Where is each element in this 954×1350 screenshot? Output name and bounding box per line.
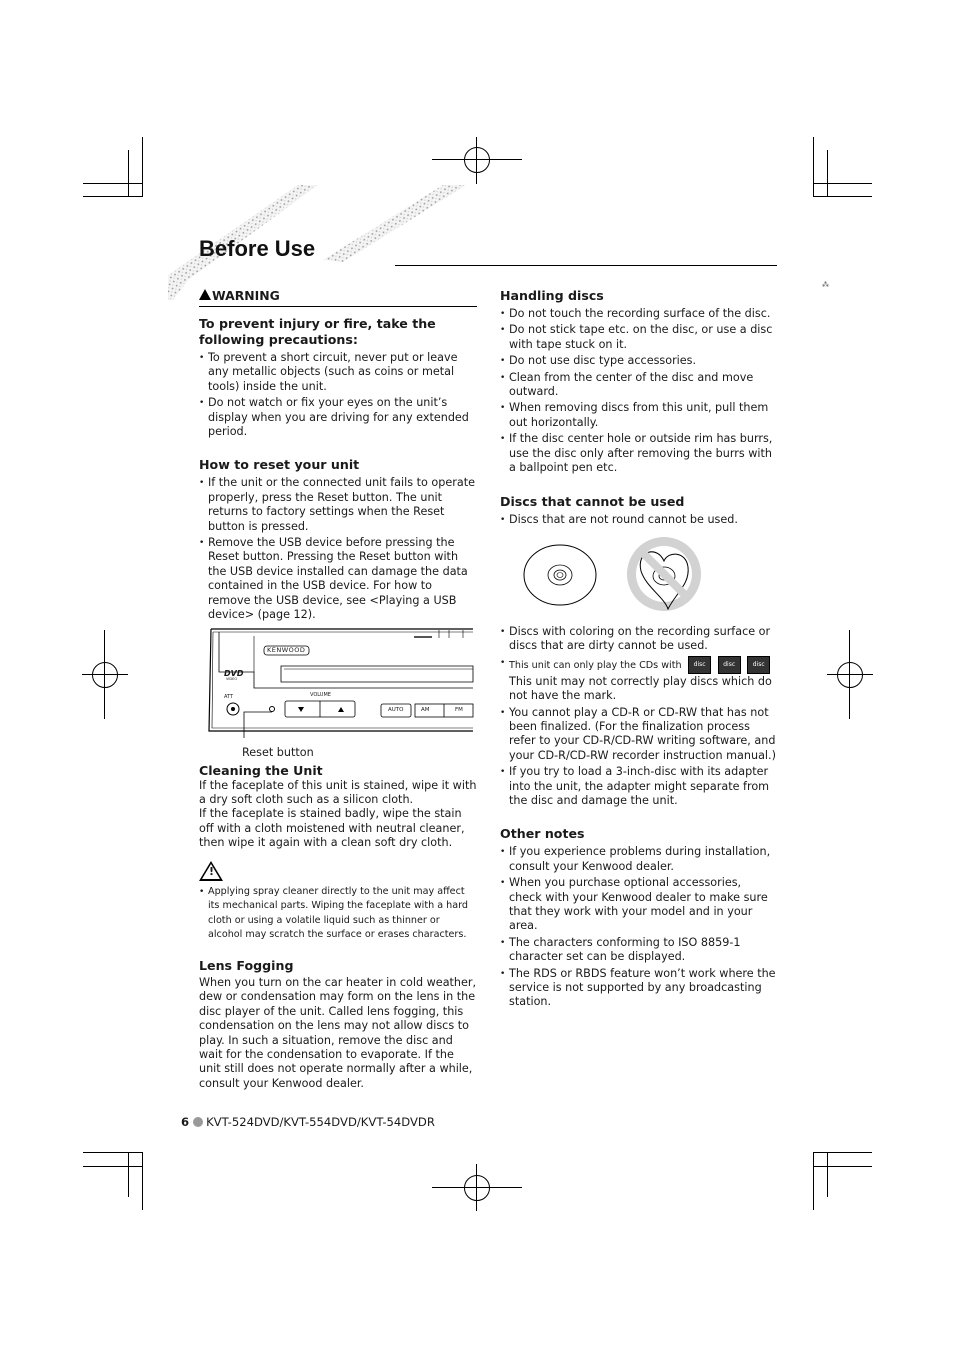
- faceplate-illustration: [199, 626, 474, 738]
- compact-disc-logo-icon: disc: [688, 656, 711, 674]
- registration-mark: [837, 662, 863, 688]
- list-item: • If the disc center hole or outside rim has burrs, use the disc only after removing the burrs with a ballpoint pen etc.: [500, 432, 776, 475]
- disc-illustrations: [500, 531, 776, 621]
- list-item: • Discs with coloring on the recording surface or discs that are dirty cannot be used.: [500, 625, 776, 654]
- page-number: 6: [181, 1115, 190, 1129]
- crop-mark: [827, 150, 828, 197]
- list-item: [500, 656, 776, 704]
- crop-mark: [83, 183, 143, 184]
- page-footer: [181, 1115, 435, 1130]
- att-label: ATT: [224, 693, 234, 700]
- warning-icon: [199, 289, 211, 300]
- crop-mark: [128, 150, 129, 197]
- list-item: • Do not use disc type accessories.: [500, 354, 776, 368]
- round-disc-icon: [524, 545, 596, 605]
- dvd-sub-label: VIDEO: [226, 676, 238, 681]
- list-item: • When removing discs from this unit, pull them out horizontally.: [500, 401, 776, 430]
- crop-mark: [827, 1152, 828, 1197]
- volume-label: VOLUME: [310, 691, 331, 698]
- cleaning-paragraph: If the faceplate of this unit is stained, wipe it with a dry soft cloth such as a silicon cloth.: [199, 778, 477, 806]
- registration-mark: [92, 662, 118, 688]
- crop-mark: [813, 196, 872, 197]
- list-item: • The RDS or RBDS feature won’t work where the service is not supported by any broadcasting station.: [500, 967, 776, 1010]
- left-column: [199, 288, 477, 1091]
- handling-heading: Handling discs: [500, 288, 604, 303]
- auto-button-label: AUTO: [388, 706, 404, 713]
- crop-mark: [813, 183, 872, 184]
- crop-mark: [813, 1152, 814, 1210]
- footer-dot-icon: [193, 1117, 203, 1127]
- list-item: • You cannot play a CD-R or CD-RW that has not been finalized. (For the finalization process refer to your CD-R/CD-RW writing software, and your CD-R/CD-RW recorder instruction manual.): [500, 706, 776, 764]
- caution-icon: !: [199, 861, 223, 881]
- warning-heading: WARNING: [199, 288, 477, 307]
- page-title: Before Use: [199, 236, 316, 261]
- crop-mark: [142, 137, 143, 197]
- dvd-logo: DVD: [224, 668, 244, 678]
- list-item: • Do not watch or fix your eyes on the unit’s display when you are driving for any extended period.: [199, 396, 477, 439]
- cannot-list-continued: [500, 625, 776, 808]
- list-item: • Applying spray cleaner directly to the unit may affect its mechanical parts. Wiping the faceplate with a hard cloth or using a volatile liquid such as thinner or alcohol may scratch the surface or erases characters.: [199, 885, 477, 943]
- other-list: [500, 845, 776, 1009]
- list-item: • Do not touch the recording surface of the disc.: [500, 307, 776, 321]
- reset-list: [199, 476, 477, 622]
- crop-mark: [813, 137, 814, 197]
- list-item: • Do not stick tape etc. on the disc, or use a disc with tape stuck on it.: [500, 323, 776, 352]
- faceplate-figure: [199, 626, 474, 762]
- heart-shaped-disc-prohibited-icon: [627, 537, 701, 611]
- am-button-label: AM: [421, 706, 430, 713]
- compact-disc-logo-icon: disc: [747, 656, 770, 674]
- fogging-paragraph: When you turn on the car heater in cold weather, dew or condensation may form on the lens in the disc player of the unit. Called lens fogging, this condensation on the lens may not allow discs to play. In such a situation, remove the disc and wait for the condensation to evaporate. If the unit still does not operate normally after a while, consult your Kenwood dealer.: [199, 975, 477, 1090]
- caution-list: [199, 885, 477, 943]
- list-item: • Discs that are not round cannot be used.: [500, 513, 776, 527]
- brand-label: KENWOOD: [267, 645, 306, 654]
- model-names: KVT-524DVD/KVT-554DVD/KVT-54DVDR: [206, 1115, 435, 1129]
- list-item: • If you try to load a 3-inch-disc with its adapter into the unit, the adapter might separate from the disc and damage the unit.: [500, 765, 776, 808]
- reset-heading: How to reset your unit: [199, 457, 360, 473]
- cleaning-paragraph: If the faceplate is stained badly, wipe the stain off with a cloth moistened with neutral cleaner, then wipe it again with a clean soft dry cloth.: [199, 807, 465, 850]
- other-heading: Other notes: [500, 826, 585, 842]
- compact-disc-logo-icon: disc: [718, 656, 741, 674]
- warning-subheading: To prevent injury or fire, take the following precautions:: [199, 316, 436, 347]
- crop-mark: [142, 1152, 143, 1210]
- registration-mark: [464, 147, 490, 173]
- crop-mark: [83, 196, 143, 197]
- corner-mark: ⁂: [822, 281, 829, 289]
- cd-mark-text: This unit can only play the CDs with: [509, 659, 682, 671]
- crop-mark: [128, 1152, 129, 1197]
- warning-list: [199, 351, 477, 439]
- crop-mark: [813, 1166, 872, 1167]
- crop-mark: [83, 1152, 143, 1153]
- cannot-heading: Discs that cannot be used: [500, 494, 685, 510]
- fogging-heading: Lens Fogging: [199, 957, 294, 973]
- reset-button-caption: Reset button: [242, 745, 314, 759]
- list-item: • If you experience problems during installation, consult your Kenwood dealer.: [500, 845, 776, 874]
- fm-button-label: FM: [455, 706, 463, 713]
- list-item: • When you purchase optional accessories, check with your Kenwood dealer to make sure that they work with your model and in your area.: [500, 876, 776, 934]
- cannot-list: [500, 513, 776, 527]
- list-item: • To prevent a short circuit, never put or leave any metallic objects (such as coins or metal tools) inside the unit.: [199, 351, 477, 394]
- list-item: • If the unit or the connected unit fails to operate properly, press the Reset button. The unit returns to factory settings when the Reset button is pressed.: [199, 476, 477, 534]
- crop-mark: [813, 1152, 872, 1153]
- crop-mark: [83, 1166, 143, 1167]
- cd-mark-note: This unit may not correctly play discs which do not have the mark.: [509, 674, 772, 703]
- handling-list: [500, 307, 776, 475]
- list-item: • The characters conforming to ISO 8859-1 character set can be displayed.: [500, 936, 776, 965]
- title-rule: [395, 265, 777, 266]
- right-column: [500, 288, 776, 1012]
- registration-mark: [464, 1175, 490, 1201]
- cleaning-heading: Cleaning the Unit: [199, 762, 323, 778]
- list-item: • Remove the USB device before pressing the Reset button. Pressing the Reset button with the USB device installed can damage the data contained in the USB device. For how to remove the USB device, see <Playing a USB device> (page 12).: [199, 536, 477, 622]
- list-item: • Clean from the center of the disc and move outward.: [500, 371, 776, 400]
